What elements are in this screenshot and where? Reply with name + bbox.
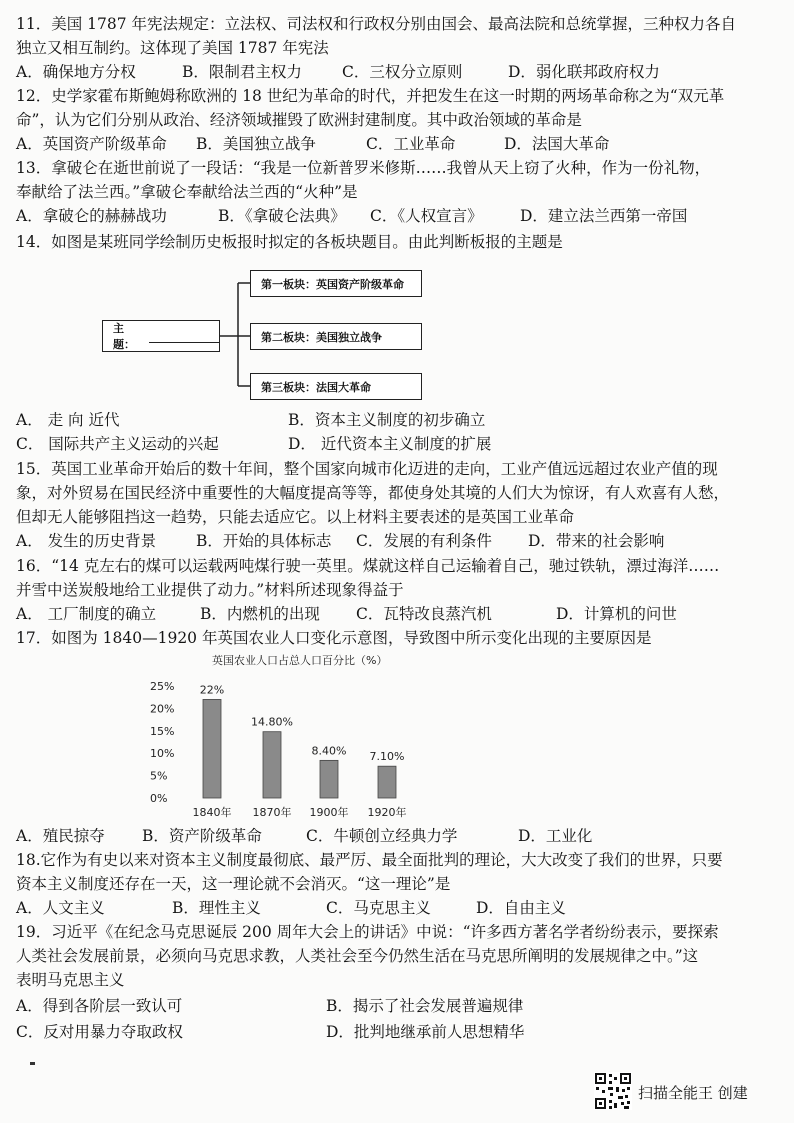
- q11-option-c: C．三权分立原则: [342, 63, 463, 81]
- data-label: 22%: [199, 683, 225, 697]
- q12-option-d: D．法国大革命: [504, 135, 610, 153]
- q13-stem-line1: 13．拿破仑在逝世前说了一段话：“我是一位新普罗米修斯……我曾从天上窃了火种，作为一份礼物，: [16, 159, 711, 177]
- q19-option-b: B．揭示了社会发展普遍规律: [326, 997, 524, 1015]
- q14-topic-label: 主题：: [113, 322, 135, 351]
- q12-stem-line2: 命”，认为它们分别从政治、经济领域摧毁了欧洲封建制度。其中政治领域的革命是: [16, 111, 582, 129]
- q15-option-c: C．发展的有利条件: [356, 532, 492, 550]
- data-label: 8.40%: [311, 744, 347, 758]
- qr-code-icon: [594, 1072, 632, 1110]
- scanner-watermark: 扫描全能王 创建: [638, 1084, 748, 1102]
- q14-option-c: C． 国际共产主义运动的兴起: [16, 435, 219, 453]
- q15-option-a: A． 发生的历史背景: [16, 532, 157, 550]
- q14-diagram-connectors: [0, 0, 794, 420]
- q14-option-a: A． 走 向 近代: [16, 411, 120, 429]
- q18-stem-line1: 18.它作为有史以来对资本主义制度最彻底、最严厉、最全面批判的理论，大大改变了我们的世界，只要: [16, 851, 723, 869]
- q12-stem-line1: 12．史学家霍布斯鲍姆称欧洲的 18 世纪为革命的时代，并把发生在这一时期的两场革命称之为“双元革: [16, 87, 725, 105]
- q15-stem-line2: 象，对外贸易在国民经济中重要性的大幅度提高等等，都使身处其境的人们大为惊讶，有人欢喜有人愁，: [16, 484, 730, 502]
- q11-stem-line1: 11．美国 1787 年宪法规定：立法权、司法权和行政权分别由国会、最高法院和总统掌握，三种权力各自: [16, 15, 737, 33]
- q16-option-a: A． 工厂制度的确立: [16, 605, 157, 623]
- y-tick-label: 20%: [150, 702, 175, 716]
- q15-stem-line1: 15．英国工业革命开始后的数十年间，整个国家向城市化迈进的走向，工业产值远远超过农业产值的现: [16, 460, 718, 478]
- q12-option-b: B．美国独立战争: [196, 135, 316, 153]
- q19-option-a: A．得到各阶层一致认可: [16, 997, 183, 1015]
- y-tick-label: 5%: [150, 769, 168, 783]
- q16-stem-line2: 并雪中送炭般地给工业提供了动力。”材料所述现象得益于: [16, 581, 404, 599]
- y-tick-label: 15%: [150, 724, 175, 738]
- q12-option-c: C．工业革命: [366, 135, 456, 153]
- data-label: 14.80%: [251, 715, 293, 729]
- q19-stem-line3: 表明马克思主义: [16, 971, 125, 989]
- q13-stem-line2: 奉献给了法兰西。”拿破仑奉献给法兰西的“火种”是: [16, 183, 358, 201]
- q18-option-a: A．人文主义: [16, 899, 105, 917]
- q17-option-a: A．殖民掠夺: [16, 827, 105, 845]
- q15-option-d: D．带来的社会影响: [528, 532, 665, 550]
- q15-stem-line3: 但却无人能够阻挡这一趋势，只能去适应它。以上材料主要表述的是英国工业革命: [16, 508, 575, 526]
- q11-option-a: A．确保地方分权: [16, 63, 136, 81]
- q18-stem-line2: 资本主义制度还存在一天，这一理论就不会消灭。“这一理论”是: [16, 875, 451, 893]
- x-tick-label: 1870年: [252, 806, 292, 819]
- x-tick-label: 1900年: [309, 806, 349, 819]
- q17-bar-chart: [140, 648, 450, 828]
- q11-option-b: B．限制君主权力: [182, 63, 302, 81]
- q19-stem-line2: 人类社会发展前景，必须向马克思求教，人类社会至今仍然生活在马克思所阐明的发展规律之中。”这: [16, 947, 699, 965]
- q15-option-b: B．开始的具体标志: [196, 532, 332, 550]
- q18-option-b: B．理性主义: [172, 899, 261, 917]
- q13-option-c: C．《人权宣言》: [370, 207, 483, 225]
- q16-option-d: D．计算机的问世: [556, 605, 677, 623]
- q17-option-b: B．资产阶级革命: [142, 827, 262, 845]
- q14-option-d: D． 近代资本主义制度的扩展: [288, 435, 492, 453]
- q17-stem: 17．如图为 1840—1920 年英国农业人口变化示意图，导致图中所示变化出现的主要原因是: [16, 629, 652, 647]
- q14-box-1: 第一板块：英国资产阶级革命: [250, 270, 422, 297]
- q13-option-a: A．拿破仑的赫赫战功: [16, 207, 167, 225]
- y-tick-label: 10%: [150, 747, 175, 761]
- q13-option-d: D．建立法兰西第一帝国: [520, 207, 688, 225]
- q16-option-b: B．内燃机的出现: [200, 605, 320, 623]
- bar-1900年: [320, 760, 338, 798]
- q14-box-3: 第三板块：法国大革命: [250, 373, 422, 400]
- y-tick-label: 0%: [150, 792, 168, 805]
- x-tick-label: 1920年: [367, 806, 407, 819]
- bar-1920年: [378, 766, 396, 798]
- page-mark: [30, 1062, 35, 1065]
- q14-topic-box: [102, 320, 220, 352]
- q16-stem-line1: 16．“14 克左右的煤可以运载两吨煤行驶一英里。煤就这样自己运输着自己，驰过铁轨，漂过海洋……: [16, 557, 720, 575]
- q18-option-d: D．自由主义: [476, 899, 566, 917]
- q17-option-d: D．工业化: [518, 827, 593, 845]
- q12-option-a: A．英国资产阶级革命: [16, 135, 167, 153]
- q14-box-2: 第二板块：美国独立战争: [250, 323, 422, 350]
- q14-topic-blank: [149, 330, 219, 343]
- q16-option-c: C．瓦特改良蒸汽机: [356, 605, 492, 623]
- data-label: 7.10%: [369, 750, 405, 764]
- q14-stem: 14．如图是某班同学绘制历史板报时拟定的各板块题目。由此判断板报的主题是: [16, 233, 563, 251]
- bar-1870年: [263, 732, 281, 798]
- q11-option-d: D．弱化联邦政府权力: [508, 63, 660, 81]
- q11-stem-line2: 独立又相互制约。这体现了美国 1787 年宪法: [16, 39, 329, 57]
- q18-option-c: C．马克思主义: [326, 899, 431, 917]
- q19-option-d: D．批判地继承前人思想精华: [326, 1023, 525, 1041]
- q19-option-c: C．反对用暴力夺取政权: [16, 1023, 183, 1041]
- x-tick-label: 1840年: [192, 806, 232, 819]
- q13-option-b: B．《拿破仑法典》: [218, 207, 346, 225]
- chart-title: 英国农业人口占总人口百分比（%）: [212, 654, 388, 667]
- q14-option-b: B．资本主义制度的初步确立: [288, 411, 486, 429]
- q19-stem-line1: 19．习近平《在纪念马克思诞辰 200 周年大会上的讲话》中说：“许多西方著名学者纷纷表示，要探索: [16, 923, 719, 941]
- bar-1840年: [203, 699, 221, 798]
- y-tick-label: 25%: [150, 680, 175, 693]
- q17-option-c: C．牛顿创立经典力学: [306, 827, 458, 845]
